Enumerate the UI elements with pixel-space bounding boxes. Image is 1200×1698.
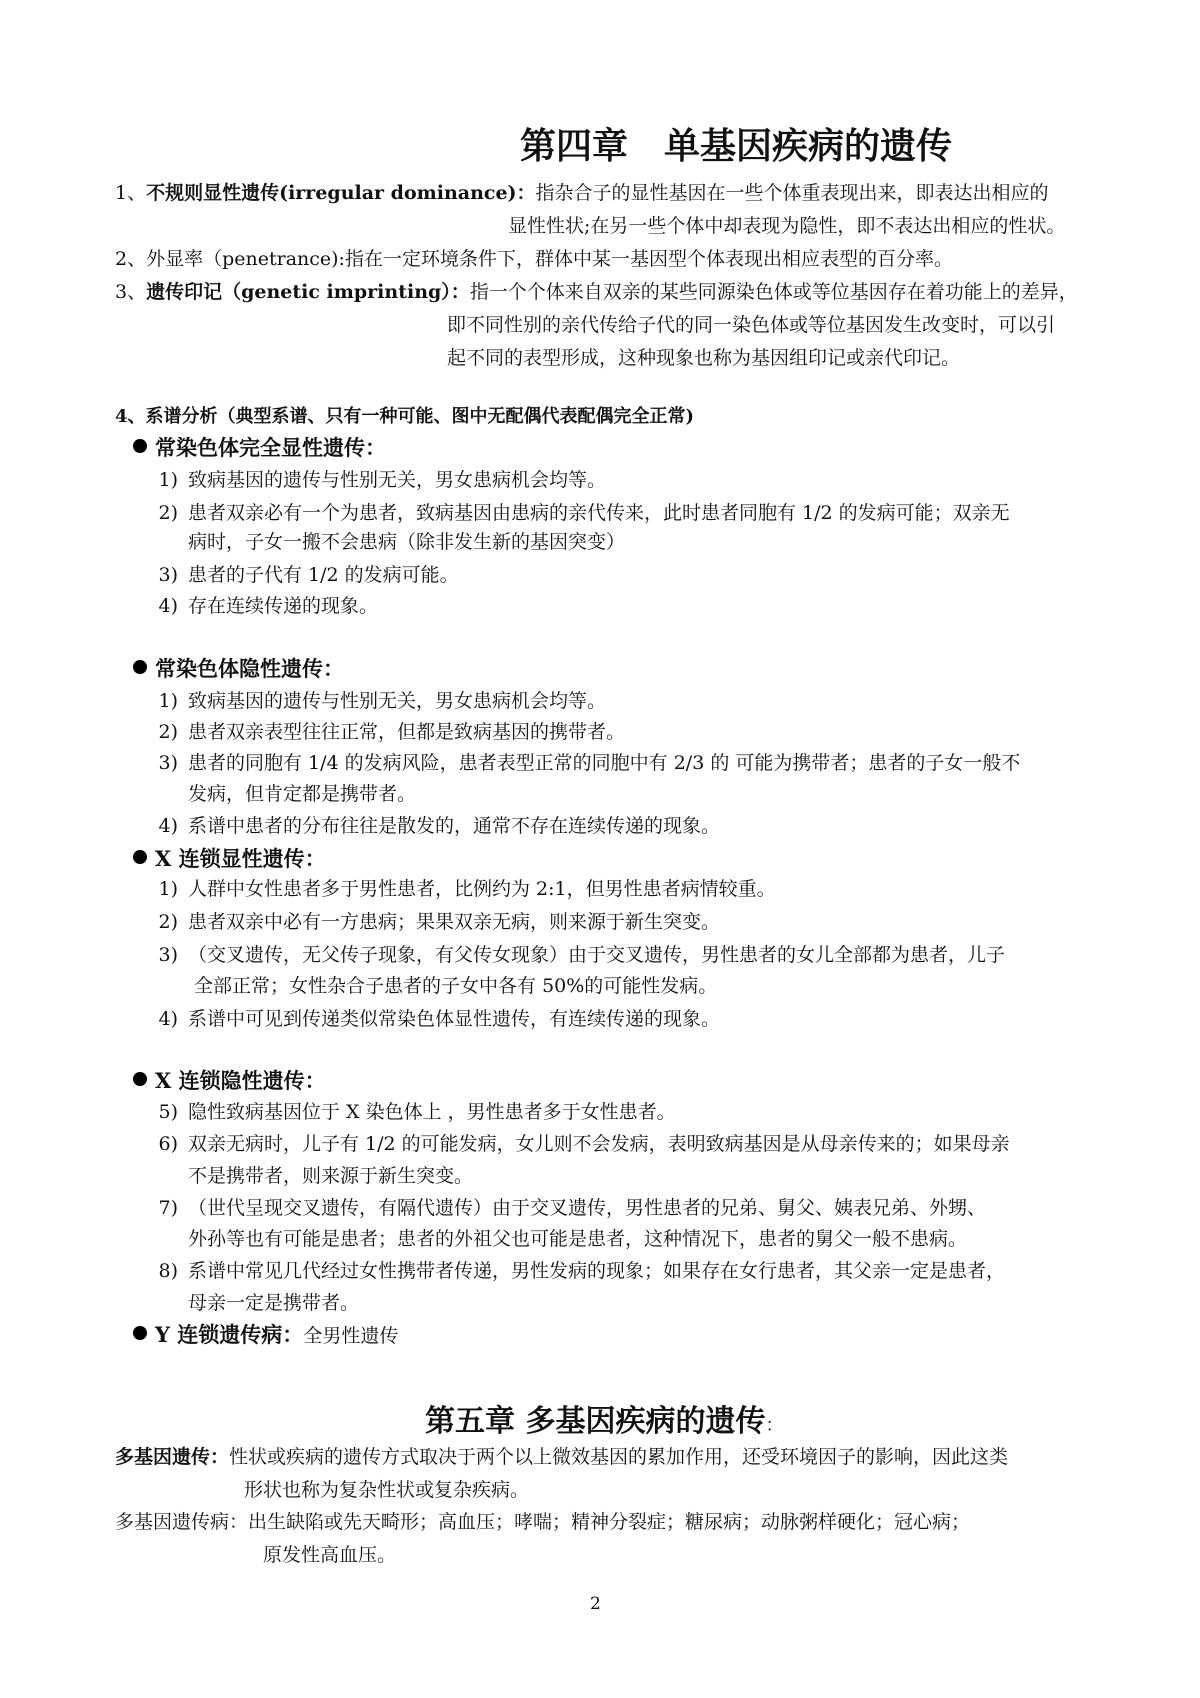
def1-line1 — [115, 177, 1049, 210]
bullet-icon — [133, 660, 147, 674]
xr-item-6-cont: 不是携带者，则来源于新生突变。 — [188, 1165, 474, 1187]
def1-prefix: 1、 — [115, 182, 147, 204]
xd-heading-text: X 连锁显性遗传： — [155, 846, 326, 871]
ad-item-2: 2) 患者双亲必有一个为患者，致病基因由患病的亲代传来，此时患者同胞有 1/2 的发病可能；双亲无 — [158, 502, 1010, 524]
xr-item-7: 7) （世代呈现交叉遗传，有隔代遗传）由于交叉遗传，男性患者的兄弟、舅父、姨表兄弟、外甥、 — [158, 1197, 987, 1219]
page-number: 2 — [590, 1594, 601, 1614]
ar-item-2: 2) 患者双亲表型往往正常，但都是致病基因的携带者。 — [158, 721, 626, 743]
bullet-icon — [133, 439, 147, 453]
diseases-term: 多基因遗传病： — [115, 1511, 249, 1533]
xd-item-1: 1) 人群中女性患者多于男性患者，比例约为 2:1，但男性患者病情较重。 — [158, 878, 776, 900]
ar-item-4: 4) 系谱中患者的分布往往是散发的，通常不存在连续传递的现象。 — [158, 815, 721, 837]
ar-heading-text: 常染色体隐性遗传： — [155, 656, 344, 681]
y-heading-text: Y 连锁遗传病： — [155, 1322, 304, 1347]
def3-line1 — [115, 276, 1078, 309]
polygenic-line1 — [115, 1441, 1008, 1474]
xr-item-7-cont: 外孙等也有可能是患者；患者的外祖父也可能是患者，这种情况下，患者的舅父一般不患病。 — [188, 1228, 968, 1250]
y-heading — [133, 1318, 398, 1353]
chapter5-title — [425, 1396, 783, 1440]
polygenic-term: 多基因遗传： — [115, 1446, 230, 1468]
polygenic-line2: 形状也称为复杂性状或复杂疾病。 — [244, 1479, 530, 1501]
diseases-text: 出生缺陷或先天畸形；高血压；哮喘；精神分裂症；糖尿病；动脉粥样硬化；冠心病； — [248, 1511, 971, 1533]
ar-item-3-cont: 发病，但肯定都是携带者。 — [188, 783, 417, 805]
xd-item-4: 4) 系谱中可见到传递类似常染色体显性遗传，有连续传递的现象。 — [158, 1008, 721, 1030]
xr-item-8-cont: 母亲一定是携带者。 — [188, 1292, 360, 1314]
chapter5-title-text: 第五章 多基因疾病的遗传 — [425, 1404, 766, 1439]
xd-heading — [133, 842, 326, 875]
ad-heading-text: 常染色体完全显性遗传： — [155, 435, 386, 460]
ad-item-4: 4) 存在连续传递的现象。 — [158, 595, 379, 617]
ar-item-3: 3) 患者的同胞有 1/4 的发病风险，患者表型正常的同胞中有 2/3 的 可能为携带者；患者的子女一般不 — [158, 752, 1021, 774]
chapter5-title-colon: ： — [765, 1415, 784, 1436]
chapter4-title: 第四章 单基因疾病的遗传 — [520, 125, 953, 167]
bullet-icon — [133, 1072, 147, 1086]
ad-item-2-cont: 病时，子女一搬不会患病（除非发生新的基因突变） — [188, 531, 626, 553]
ar-heading — [133, 652, 344, 685]
bullet-icon — [133, 850, 147, 864]
def3-prefix: 3、 — [115, 281, 147, 303]
xr-item-5: 5) 隐性致病基因位于 X 染色体上 ，男性患者多于女性患者。 — [158, 1101, 676, 1123]
xd-item-3: 3) （交叉遗传，无父传子现象，有父传女现象）由于交叉遗传，男性患者的女儿全部都为患者，儿子 — [158, 944, 1006, 966]
y-text: 全男性遗传 — [303, 1325, 399, 1347]
xr-item-8: 8) 系谱中常见几代经过女性携带者传递，男性发病的现象；如果存在女行患者，其父亲一定是患者， — [158, 1260, 1006, 1282]
ad-heading — [133, 431, 386, 464]
def1-text: 指杂合子的显性基因在一些个体重表现出来，即表达出相应的 — [535, 182, 1049, 204]
xr-heading-text: X 连锁隐性遗传： — [155, 1068, 326, 1093]
pedigree-heading: 4、系谱分析（典型系谱、只有一种可能、图中无配偶代表配偶完全正常) — [115, 406, 695, 427]
def3-term: 遗传印记（genetic imprinting）： — [146, 281, 470, 303]
def3-line3: 起不同的表型形成，这种现象也称为基因组印记或亲代印记。 — [447, 347, 961, 369]
ad-item-1: 1) 致病基因的遗传与性别无关，男女患病机会均等。 — [158, 469, 607, 491]
def1-term: 不规则显性遗传(irregular dominance)： — [146, 182, 536, 204]
polygenic-text: 性状或疾病的遗传方式取决于两个以上微效基因的累加作用，还受环境因子的影响，因此这类 — [229, 1446, 1009, 1468]
bullet-icon — [133, 1326, 147, 1340]
ad-item-3: 3) 患者的子代有 1/2 的发病可能。 — [158, 564, 459, 586]
xd-item-3-cont: 全部正常；女性杂合子患者的子女中各有 50%的可能性发病。 — [188, 975, 718, 997]
def3-text: 指一个个体来自双亲的某些同源染色体或等位基因存在着功能上的差异， — [469, 281, 1078, 303]
xr-item-6: 6) 双亲无病时，儿子有 1/2 的可能发病，女儿则不会发病，表明致病基因是从母亲传来的；如果母亲 — [158, 1133, 1010, 1155]
xr-heading — [133, 1064, 326, 1097]
diseases-line2: 原发性高血压。 — [263, 1544, 397, 1566]
xd-item-2: 2) 患者双亲中必有一方患病；果果双亲无病，则来源于新生突变。 — [158, 911, 721, 933]
ar-item-1: 1) 致病基因的遗传与性别无关，男女患病机会均等。 — [158, 690, 607, 712]
diseases-line1 — [115, 1506, 970, 1539]
def2-line: 2、外显率（penetrance):指在一定环境条件下，群体中某一基因型个体表现出相应表型的百分率。 — [115, 248, 953, 270]
def3-line2: 即不同性别的亲代传给子代的同一染色体或等位基因发生改变时，可以引 — [447, 314, 1056, 336]
def1-line2: 显性性状;在另一些个体中却表现为隐性，即不表达出相应的性状。 — [508, 215, 1066, 237]
